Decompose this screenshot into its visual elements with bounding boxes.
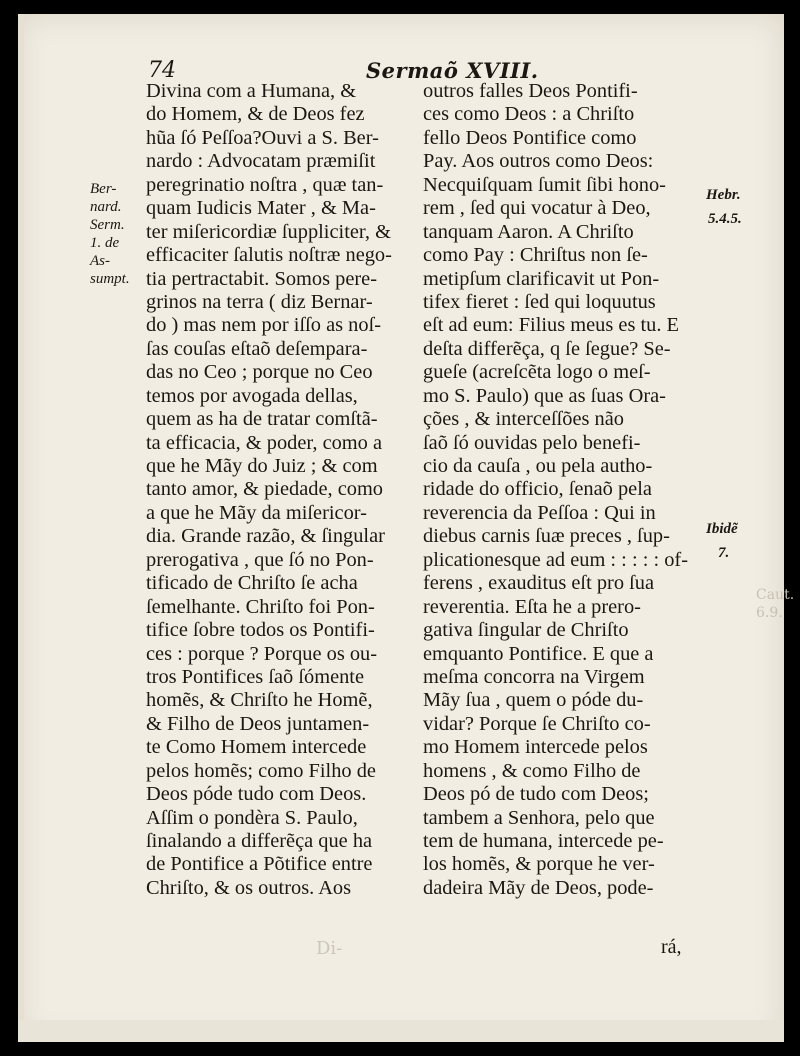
text-line: ridade do officio, ſenaõ pela [423,478,652,501]
text-line: temos por avogada dellas, [146,384,358,407]
text-line: ſinalando a differẽça que ha [146,830,373,852]
margin-note-ibide: Ibidẽ [706,521,738,537]
text-line: ces : porque ? Porque os ou- [146,642,378,665]
text-line: tanquam Aaron. A Chriſto [423,220,634,243]
text-line: mo Homem intercede pelos [423,736,648,759]
bleed-through-fragment: Di- [316,938,343,959]
text-line: ces como Deos : a Chriſto [423,103,635,126]
text-line: nardo : Advocatam præmiſit [146,150,376,173]
text-line: tambem a Senhora, pelo que [423,806,655,829]
margin-note-hebr-ref: 5.4.5. [708,211,742,227]
text-line: tia pertractabit. Somos pere- [146,267,378,290]
text-line: dia. Grande razão, & ſingular [146,525,385,548]
text-line: pelos homẽs; como Filho de [146,759,376,782]
text-line: deſta differẽça, q ſe ſegue? Se- [423,337,671,360]
text-line: que he Mãy do Juiz ; & com [146,455,378,477]
right-text-column [423,80,705,900]
page-number: 74 [148,58,176,83]
text-line: reverencia da Peſſoa : Qui in [423,501,656,524]
book-page [18,14,795,1042]
text-line: te Como Homem intercede [146,736,367,759]
text-line: los homẽs, & porque he ver- [423,853,655,876]
text-line: mo S. Paulo) que as ſuas Ora- [423,384,666,407]
running-head: Sermaõ XVIII. [366,58,539,83]
text-line: gueſe (acreſcẽta logo o meſ- [423,361,651,384]
text-line: ções , & interceſſões não [423,408,624,431]
text-line: fello Deos Pontifice como [423,126,637,149]
text-line: a que he Mãy da miſericor- [146,501,367,524]
text-line: reverentia. Eſta he a prero- [423,595,641,618]
text-line: cio da cauſa , ou pela autho- [423,455,653,477]
text-line: Deos pó de tudo com Deos; [423,783,649,806]
text-line: gativa ſingular de Chriſto [423,619,629,642]
text-line: prerogativa , que ſó no Pon- [146,548,374,571]
text-line: Chriſto, & os outros. Aos [146,876,352,899]
text-line: ta efficacia, & poder, como a [146,431,383,454]
text-line: tificado de Chriſto ſe acha [146,572,358,595]
text-line: meſma concorra na Virgem [423,665,645,688]
text-line: vidar? Porque ſe Chriſto co- [423,712,651,735]
page-bottom-edge [18,1020,784,1042]
text-line: do Homem, & de Deos fez [146,103,365,126]
text-line: ſemelhante. Chriſto foi Pon- [146,595,375,618]
text-line: homens , & como Filho de [423,759,641,782]
text-line: & Filho de Deos juntamen- [146,712,370,735]
text-line: emquanto Pontifice. E que a [423,642,654,665]
text-line: eſt ad eum: Filius meus es tu. E [423,314,679,337]
text-line: como Pay : Chriſtus non ſe- [423,244,648,267]
text-line: de Pontifice a Põtifice entre [146,853,373,876]
text-line: ter miſericordiæ ſuppliciter, & [146,220,391,243]
text-line: das no Ceo ; porque no Ceo [146,361,373,384]
text-line: ſaõ ſó ouvidas pelo benefi- [423,431,641,454]
text-line: quam Iudicis Mater , & Ma- [146,197,376,220]
text-line: tanto amor, & piedade, como [146,478,384,501]
catchword: rá, [661,936,682,958]
text-line: dadeira Mãy de Deos, pode- [423,876,654,899]
text-line: tifice ſobre todos os Pontifi- [146,619,375,642]
text-line: do ) mas nem por iſſo as noſ- [146,314,382,337]
text-line: Aſſim o pondèra S. Paulo, [146,806,358,829]
margin-note-hebr: Hebr. [706,187,741,203]
left-text-column [146,80,418,900]
text-line: hũa ſó Peſſoa?Ouvi a S. Ber- [146,126,379,149]
margin-note-bernard: Ber- nard. Serm. 1. de As- sumpt. [90,181,130,287]
text-line: Necquiſquam ſumit ſibi hono- [423,173,666,196]
text-line: Mãy ſua , quem o póde du- [423,689,644,712]
text-line: tros Pontifices ſaõ ſómente [146,665,365,688]
text-line: diebus carnis ſuæ preces , ſup- [423,525,670,548]
text-line: grinos na terra ( diz Bernar- [146,290,373,313]
text-line: ſas couſas eſtaõ deſempara- [146,337,368,360]
text-line: peregrinatio noſtra , quæ tan- [146,173,384,196]
text-line: Divina com a Humana, & [146,80,357,102]
text-line: tifex fieret : ſed qui loquutus [423,290,656,313]
text-line: metipſum clarificavit ut Pon- [423,267,660,290]
text-line: efficaciter ſalutis noſtræ nego- [146,244,392,267]
text-line: plicationesque ad eum : : : : : of- [423,548,689,571]
text-line: outros falles Deos Pontifi- [423,80,638,102]
text-line: quem as ha de tratar comſtã- [146,408,378,431]
text-line: tem de humana, intercede pe- [423,830,664,852]
page-gutter [18,14,24,1042]
text-line: ferens , exauditus eſt pro ſua [423,572,655,595]
text-line: homẽs, & Chriſto he Homẽ, [146,689,373,712]
text-line: Deos póde tudo com Deos. [146,783,367,806]
text-line: rem , ſed qui vocatur à Deo, [423,197,651,220]
text-line: Pay. Aos outros como Deos: [423,150,654,173]
margin-note-ibide-ref: 7. [718,545,730,561]
bleed-through-stamp: Caut. 6.9. [756,587,795,621]
